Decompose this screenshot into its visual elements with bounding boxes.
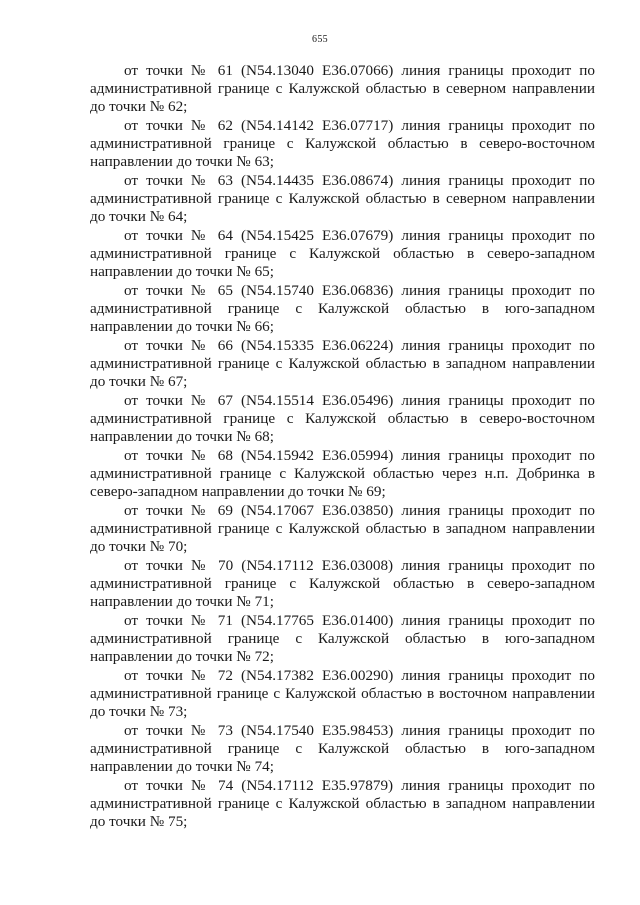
boundary-paragraph-70: от точки № 70 (N54.17112 E36.03008) линия границы проходит по административной границе с Калужской областью в северо-западном направлении до точки № 71;: [90, 557, 595, 610]
boundary-paragraph-73: от точки № 73 (N54.17540 E35.98453) линия границы проходит по административной границе с Калужской областью в юго-западном направлении до точки № 74;: [90, 722, 595, 775]
boundary-paragraph-65: от точки № 65 (N54.15740 E36.06836) линия границы проходит по административной границе с Калужской областью в юго-западном направлении до точки № 66;: [90, 282, 595, 335]
boundary-paragraph-71: от точки № 71 (N54.17765 E36.01400) линия границы проходит по административной границе с Калужской областью в юго-западном направлении до точки № 72;: [90, 612, 595, 665]
boundary-paragraph-64: от точки № 64 (N54.15425 E36.07679) линия границы проходит по административной границе с Калужской областью в северо-западном направлении до точки № 65;: [90, 227, 595, 280]
boundary-paragraph-67: от точки № 67 (N54.15514 E36.05496) линия границы проходит по административной границе с Калужской областью в северо-восточном направлении до точки № 68;: [90, 392, 595, 445]
boundary-paragraph-62: от точки № 62 (N54.14142 E36.07717) линия границы проходит по административной границе с Калужской областью в северо-восточном направлении до точки № 63;: [90, 117, 595, 170]
boundary-paragraph-61: от точки № 61 (N54.13040 E36.07066) линия границы проходит по административной границе с Калужской областью в северном направлении до точки № 62;: [90, 62, 595, 115]
boundary-paragraph-69: от точки № 69 (N54.17067 E36.03850) линия границы проходит по административной границе с Калужской областью в западном направлении до точки № 70;: [90, 502, 595, 555]
document-body: [90, 62, 595, 832]
boundary-paragraph-66: от точки № 66 (N54.15335 E36.06224) линия границы проходит по административной границе с Калужской областью в западном направлении до точки № 67;: [90, 337, 595, 390]
boundary-paragraph-63: от точки № 63 (N54.14435 E36.08674) линия границы проходит по административной границе с Калужской областью в северном направлении до точки № 64;: [90, 172, 595, 225]
boundary-paragraph-74: от точки № 74 (N54.17112 E35.97879) линия границы проходит по административной границе с Калужской областью в западном направлении до точки № 75;: [90, 777, 595, 830]
boundary-paragraph-68: от точки № 68 (N54.15942 E36.05994) линия границы проходит по административной границе с Калужской областью через н.п. Добринка в северо-западном направлении до точки № 69;: [90, 447, 595, 500]
boundary-paragraph-72: от точки № 72 (N54.17382 E36.00290) линия границы проходит по административной границе с Калужской областью в восточном направлении до точки № 73;: [90, 667, 595, 720]
page-number: 655: [312, 34, 328, 45]
